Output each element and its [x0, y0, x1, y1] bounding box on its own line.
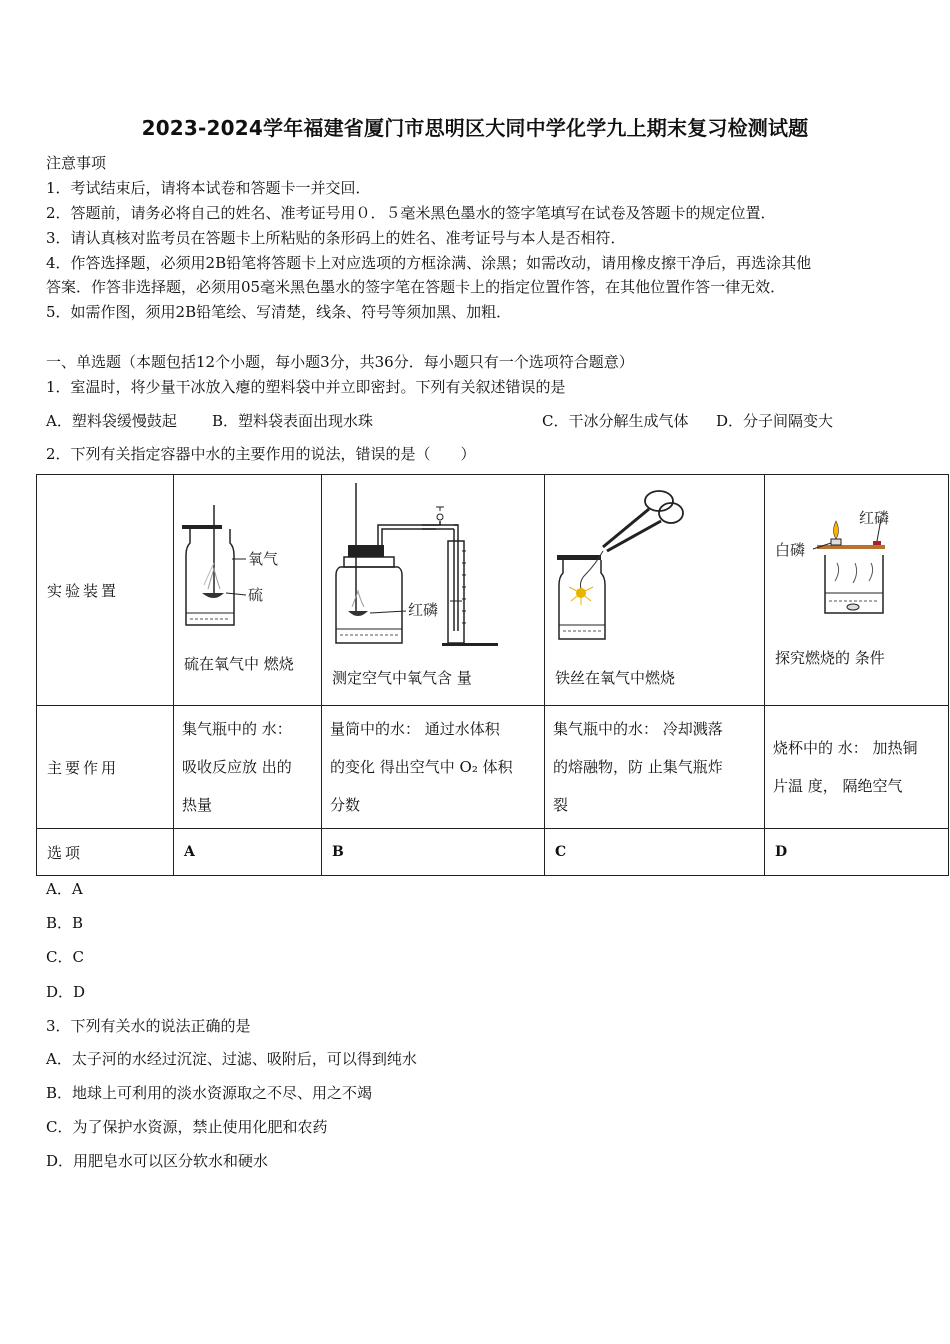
role-a-line-1: 集气瓶中的 水：: [182, 720, 292, 738]
section-heading: 一、单选题（本题包括12个小题，每小题3分，共36分．每小题只有一个选项符合题意）: [46, 353, 634, 371]
notice-heading: 注意事项: [46, 154, 107, 172]
notice-item-5: 5．如需作图，须用2B铅笔绘、写清楚，线条、符号等须加黑、加粗．: [46, 303, 512, 321]
choice-a: A: [174, 829, 322, 876]
experiment-table: [36, 474, 949, 876]
choice-b: B: [322, 829, 545, 876]
q1-option-a: A．塑料袋缓慢鼓起: [46, 412, 177, 430]
choice-c: C: [545, 829, 765, 876]
q3-option-a: A．太子河的水经过沉淀、过滤、吸附后，可以得到纯水: [46, 1050, 417, 1068]
role-b-line-1: 量筒中的水： 通过水体积: [330, 720, 500, 738]
caption-a: 硫在氧气中 燃烧: [184, 655, 294, 673]
q1-option-b: B．塑料袋表面出现水珠: [212, 412, 374, 430]
role-d: [765, 706, 949, 829]
label-red-phosphorus-2: 红磷: [859, 509, 890, 527]
caption-b: 测定空气中氧气含 量: [332, 669, 472, 687]
choice-d: D: [765, 829, 949, 876]
caption-c: 铁丝在氧气中燃烧: [555, 669, 676, 687]
label-sulfur: 硫: [248, 586, 264, 604]
q2-option-b: B．B: [46, 914, 84, 932]
iron-wire-diagram: [545, 481, 763, 651]
role-b-line-3: 分数: [330, 796, 361, 814]
q2-option-a: A．A: [46, 880, 83, 898]
role-d-line-2: 片温 度， 隔绝空气: [773, 777, 903, 795]
q1-option-d: D．分子间隔变大: [716, 412, 834, 430]
row-head-role: 主要作用: [37, 706, 174, 829]
caption-d: 探究燃烧的 条件: [775, 649, 885, 667]
sulfur-burning-diagram: [174, 485, 320, 645]
notice-item-3: 3．请认真核对监考员在答题卡上所粘贴的条形码上的姓名、准考证号与本人是否相符．: [46, 229, 626, 247]
role-d-line-1: 烧杯中的 水： 加热铜: [773, 739, 918, 757]
role-b-line-2: 的变化 得出空气中 O₂ 体积: [330, 758, 513, 776]
label-oxygen: 氧气: [248, 550, 279, 568]
notice-item-2: 2．答题前，请务必将自己的姓名、准考证号用０．５毫米黑色墨水的签字笔填写在试卷及答题卡的规定位置．: [46, 204, 776, 222]
q1-stem: 1．室温时，将少量干冰放入瘪的塑料袋中并立即密封。下列有关叙述错误的是: [46, 378, 566, 396]
label-white-phosphorus: 白磷: [775, 541, 806, 559]
oxygen-content-diagram: [322, 481, 544, 651]
apparatus-d: [765, 475, 949, 706]
q3-option-d: D．用肥皂水可以区分软水和硬水: [46, 1152, 269, 1170]
q3-option-b: B．地球上可利用的淡水资源取之不尽、用之不竭: [46, 1084, 373, 1102]
role-b: [322, 706, 545, 829]
q3-option-c: C．为了保护水资源，禁止使用化肥和农药: [46, 1118, 328, 1136]
q2-option-d: D．D: [46, 983, 86, 1001]
role-c: [545, 706, 765, 829]
role-c-line-2: 的熔融物，防 止集气瓶炸: [553, 758, 723, 776]
q3-stem: 3．下列有关水的说法正确的是: [46, 1017, 251, 1035]
role-a-line-3: 热量: [182, 796, 213, 814]
q2-option-c: C．C: [46, 948, 84, 966]
q1-option-c: C．干冰分解生成气体: [542, 412, 689, 430]
label-red-phosphorus: 红磷: [408, 601, 439, 619]
q2-stem: 2．下列有关指定容器中水的主要作用的说法，错误的是（ ）: [46, 445, 476, 463]
role-c-line-3: 裂: [553, 796, 569, 814]
notice-item-4-cont: 答案．作答非选择题，必须用05毫米黑色墨水的签字笔在答题卡上的指定位置作答，在其他位置作答一律无效．: [46, 278, 786, 296]
page-title: 2023-2024学年福建省厦门市思明区大同中学化学九上期末复习检测试题: [141, 116, 809, 140]
notice-item-4: 4．作答选择题，必须用2B铅笔将答题卡上对应选项的方框涂满、涂黑；如需改动，请用橡皮擦干净后，再选涂其他: [46, 254, 812, 272]
row-head-apparatus: 实验装置: [37, 475, 174, 706]
notice-item-1: 1．考试结束后，请将本试卷和答题卡一并交回．: [46, 179, 371, 197]
row-head-choice: 选项: [37, 829, 174, 876]
apparatus-c: [545, 475, 765, 706]
apparatus-b: [322, 475, 545, 706]
role-a-line-2: 吸收反应放 出的: [182, 758, 292, 776]
role-a: [174, 706, 322, 829]
combustion-conditions-diagram: [765, 501, 947, 651]
apparatus-a: [174, 475, 322, 706]
role-c-line-1: 集气瓶中的水： 冷却溅落: [553, 720, 723, 738]
